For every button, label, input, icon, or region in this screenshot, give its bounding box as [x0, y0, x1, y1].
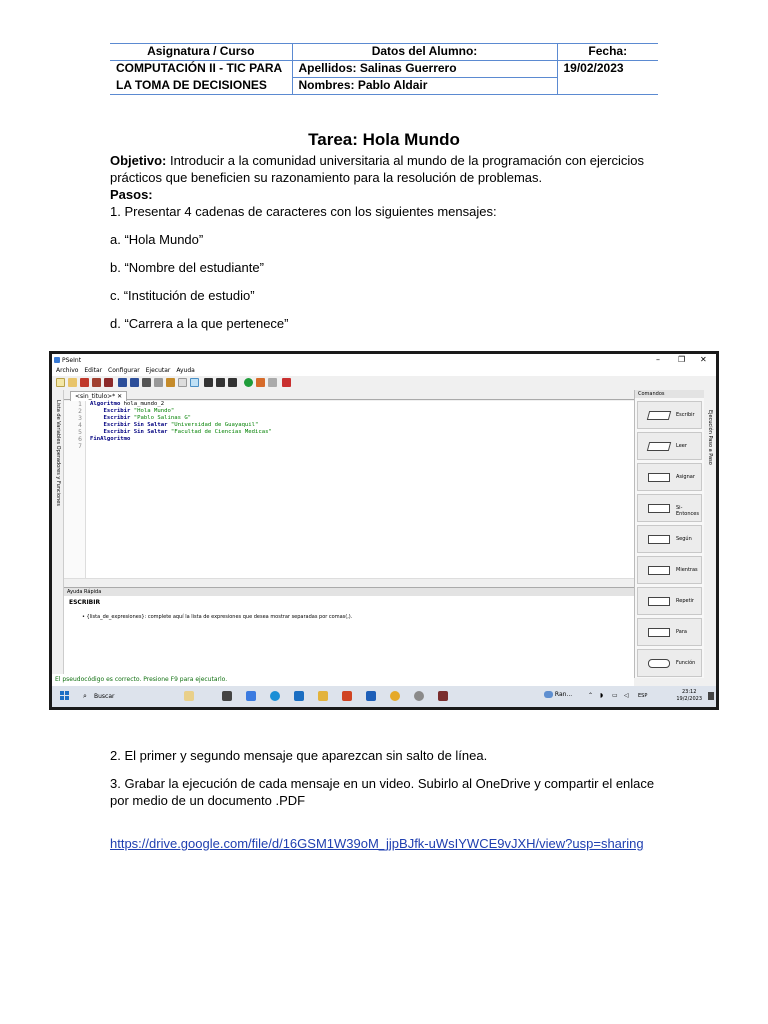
weather-label: Ran...	[554, 691, 573, 698]
chrome-profile-icon[interactable]	[414, 691, 424, 701]
student-names: Nombres: Pablo Aldair	[292, 78, 557, 95]
chrome-icon[interactable]	[390, 691, 400, 701]
commands-panel	[634, 390, 704, 678]
code-string: "Hola Mundo"	[133, 408, 175, 414]
widgets-icon[interactable]	[184, 691, 194, 701]
repeat-shape-icon	[648, 597, 670, 606]
clock-time: 23:12	[681, 689, 697, 695]
redo-icon[interactable]	[130, 378, 139, 387]
option-d: d. “Carrera a la que pertenece”	[110, 316, 289, 331]
command-label: Según	[676, 536, 692, 542]
paste-icon[interactable]	[166, 378, 175, 387]
objective-label: Objetivo:	[110, 153, 167, 168]
clock-date: 19/2/2023	[676, 696, 702, 702]
variables-operators-label[interactable]: Lista de Variables Operadores y Funciones	[55, 400, 61, 506]
subject-line-2: LA TOMA DE DECISIONES	[110, 78, 292, 95]
file-explorer-icon[interactable]	[318, 691, 328, 701]
app-icon	[54, 357, 60, 363]
pseint-screenshot	[49, 351, 719, 710]
code-keyword: FinAlgoritmo	[90, 436, 131, 442]
info-table	[110, 43, 658, 95]
toolbar	[52, 376, 716, 390]
subject-line-1: COMPUTACIÓN II - TIC PARA	[110, 61, 292, 78]
taskbar-search-label: Buscar	[94, 693, 115, 700]
document-date: 19/02/2023	[557, 61, 658, 95]
option-b: b. “Nombre del estudiante”	[110, 260, 264, 275]
menu-editar[interactable]: Editar	[84, 367, 103, 374]
quick-help-header: Ayuda Rápida	[64, 588, 634, 596]
line-number: 2	[78, 408, 82, 415]
line-number: 1	[78, 401, 82, 408]
command-label: Asignar	[676, 474, 695, 480]
function-shape-icon	[648, 659, 670, 668]
left-side-panel	[52, 390, 64, 674]
date-column-header: Fecha:	[557, 44, 658, 61]
right-side-panel	[704, 390, 716, 678]
replace-icon[interactable]	[228, 378, 237, 387]
code-string: "Pablo Salinas G"	[133, 415, 192, 421]
line-number-gutter	[64, 401, 86, 578]
edge-icon[interactable]	[270, 691, 280, 701]
code-line	[90, 401, 272, 408]
option-a: a. “Hola Mundo”	[110, 232, 204, 247]
command-label: Mientras	[676, 567, 698, 573]
command-escribir[interactable]	[637, 401, 702, 429]
pseint-window	[52, 354, 716, 707]
app-name: PSeInt	[62, 357, 82, 364]
commands-header: Comandos	[635, 390, 704, 398]
step-run-icon[interactable]	[256, 378, 265, 387]
horizontal-scrollbar[interactable]	[64, 578, 634, 586]
close-icon[interactable]: ✕	[700, 355, 707, 364]
task-title: Tarea: Hola Mundo	[308, 130, 460, 149]
command-mientras[interactable]	[637, 556, 702, 584]
student-surnames: Apellidos: Salinas Guerrero	[292, 61, 557, 78]
subject-column-header: Asignatura / Curso	[110, 44, 292, 61]
line-number: 4	[78, 422, 82, 429]
code-keyword: Escribir	[90, 408, 131, 414]
if-shape-icon	[648, 504, 670, 513]
help-icon[interactable]	[282, 378, 291, 387]
switch-shape-icon	[648, 535, 670, 544]
menu-bar	[52, 367, 716, 376]
tray-chevron-icon[interactable]: ⌃	[588, 692, 594, 699]
step-execution-label[interactable]: Ejecución Paso a Paso	[707, 410, 713, 465]
taskbar-clock[interactable]	[676, 689, 702, 703]
command-label: Función	[676, 660, 696, 666]
editor-tab[interactable]: <sin_titulo>* ✕	[70, 391, 127, 401]
menu-ejecutar[interactable]: Ejecutar	[145, 367, 171, 374]
code-editor[interactable]	[64, 401, 634, 578]
code-keyword: Algoritmo	[90, 401, 121, 407]
command-label: Repetir	[676, 598, 694, 604]
code-keyword: Escribir Sin Saltar	[90, 422, 168, 428]
quick-help-text: • {lista_de_expresiones}: complete aquí la lista de expresiones que desea mostrar separadas por comas(,).	[82, 614, 353, 620]
pseint-taskbar-icon[interactable]	[438, 691, 448, 701]
windows-taskbar	[52, 686, 716, 707]
code-line	[90, 436, 272, 443]
notification-icon[interactable]	[708, 692, 714, 700]
format-icon[interactable]	[190, 378, 199, 387]
flowchart-icon[interactable]	[268, 378, 277, 387]
command-para[interactable]	[637, 618, 702, 646]
option-c: c. “Institución de estudio”	[110, 288, 255, 303]
maximize-icon[interactable]: ❐	[678, 355, 686, 364]
line-number: 3	[78, 415, 82, 422]
store-icon[interactable]	[246, 691, 256, 701]
write-shape-icon	[647, 411, 671, 420]
step-3: 3. Grabar la ejecución de cada mensaje en un video. Subirlo al OneDrive y compartir el enlace por medio de un documento .PDF	[110, 776, 655, 808]
command-label: Para	[676, 629, 687, 635]
weather-icon	[544, 691, 553, 698]
quick-help-panel	[64, 587, 634, 674]
status-bar: El pseudocódigo es correcto. Presione F9 para ejecutarlo.	[52, 674, 634, 686]
save-icon[interactable]	[80, 378, 89, 387]
windows-start-icon[interactable]	[60, 691, 70, 701]
menu-archivo[interactable]: Archivo	[56, 367, 79, 374]
video-link[interactable]: https://drive.google.com/file/d/16GSM1W39oM_jjpBJfk-uWsIYWCE9vJXH/view?usp=sharing	[110, 836, 644, 851]
code-string: "Universidad de Guayaquil"	[170, 422, 259, 428]
open-file-icon[interactable]	[68, 378, 77, 387]
cut-icon[interactable]	[142, 378, 151, 387]
task-view-icon[interactable]	[222, 691, 232, 701]
command-asignar[interactable]	[637, 463, 702, 491]
step-1: 1. Presentar 4 cadenas de caracteres con los siguientes mensajes:	[110, 204, 497, 219]
minimize-icon[interactable]: –	[656, 355, 660, 364]
line-number: 6	[78, 436, 82, 443]
for-shape-icon	[648, 628, 670, 637]
close-file-icon[interactable]	[104, 378, 113, 387]
code-lines	[90, 401, 272, 443]
command-label: Escribir	[676, 412, 695, 418]
command-leer[interactable]	[637, 432, 702, 460]
code-string: "Facultad de Ciencias Medicas"	[170, 429, 272, 435]
command-funcion[interactable]	[637, 649, 702, 677]
mail-icon[interactable]	[294, 691, 304, 701]
network-icon[interactable]: ◗	[600, 692, 604, 699]
menu-configurar[interactable]: Configurar	[108, 367, 140, 374]
run-icon[interactable]	[244, 378, 253, 387]
line-number: 7	[78, 443, 82, 450]
command-si-entonces[interactable]	[637, 494, 702, 522]
menu-ayuda[interactable]: Ayuda	[176, 367, 195, 374]
code-keyword: Escribir	[90, 415, 131, 421]
save-as-icon[interactable]	[92, 378, 101, 387]
code-keyword: Escribir Sin Saltar	[90, 429, 168, 435]
command-label: Leer	[676, 443, 687, 449]
command-segun[interactable]	[637, 525, 702, 553]
step-2: 2. El primer y segundo mensaje que aparezcan sin salto de línea.	[110, 748, 488, 763]
tab-bar	[64, 391, 634, 400]
word-icon[interactable]	[366, 691, 376, 701]
code-line	[90, 415, 272, 422]
objective-text: Introducir a la comunidad universitaria al mundo de la programación con ejercicios prácticos que beneficien su razonamiento para la resolución de problemas.	[110, 153, 644, 185]
line-number: 5	[78, 429, 82, 436]
indent-icon[interactable]	[178, 378, 187, 387]
steps-label: Pasos:	[110, 187, 153, 202]
copy-icon[interactable]	[154, 378, 163, 387]
command-repetir[interactable]	[637, 587, 702, 615]
taskbar-search[interactable]	[80, 690, 180, 703]
search-icon: ⌕	[83, 692, 87, 700]
command-label: Si-Entonces	[676, 505, 699, 517]
battery-icon[interactable]: ▭	[612, 692, 618, 699]
powerpoint-icon[interactable]	[342, 691, 352, 701]
code-text: hola_mundo_2	[120, 401, 165, 407]
while-shape-icon	[648, 566, 670, 575]
volume-icon[interactable]: ◁	[624, 692, 629, 699]
assign-shape-icon	[648, 473, 670, 482]
title-bar	[52, 354, 716, 367]
student-column-header: Datos del Alumno:	[292, 44, 557, 61]
weather-widget[interactable]	[544, 691, 572, 698]
language-indicator[interactable]: ESP	[638, 693, 648, 699]
find-next-icon[interactable]	[216, 378, 225, 387]
code-line	[90, 429, 272, 436]
search-icon[interactable]	[204, 378, 213, 387]
undo-icon[interactable]	[118, 378, 127, 387]
new-file-icon[interactable]	[56, 378, 65, 387]
quick-help-title: ESCRIBIR	[69, 599, 101, 606]
code-line	[90, 408, 272, 415]
objective-paragraph	[110, 152, 658, 186]
code-line	[90, 422, 272, 429]
read-shape-icon	[647, 442, 671, 451]
